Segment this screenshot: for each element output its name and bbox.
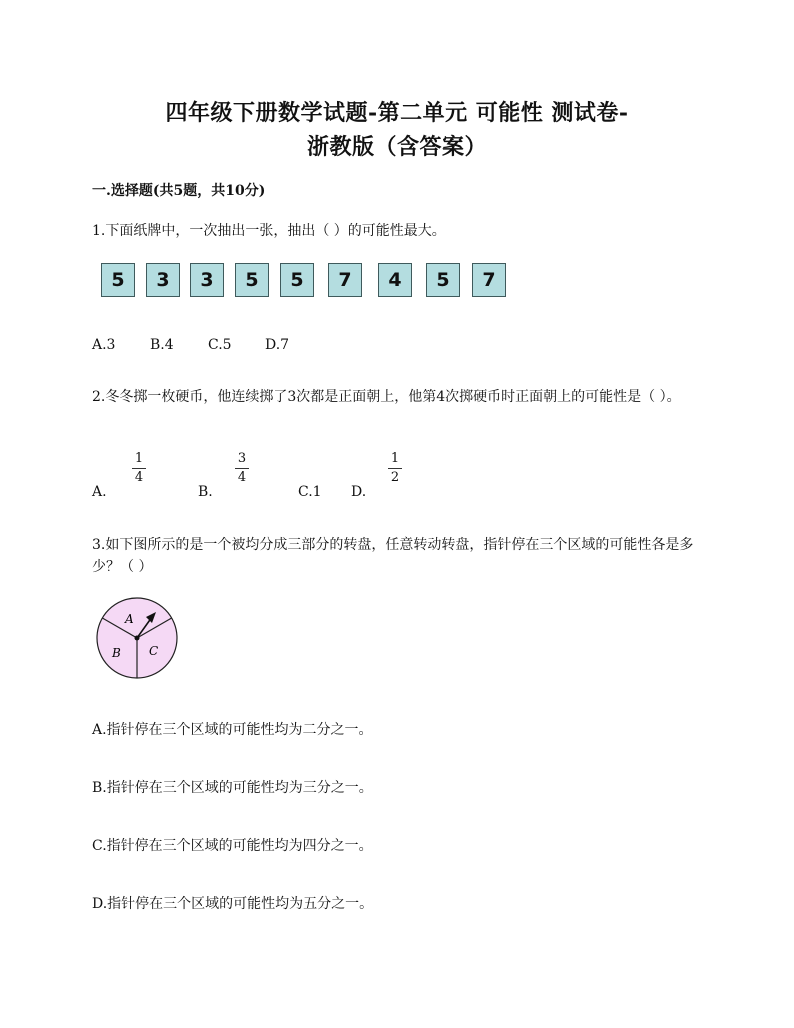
spinner-diagram (94, 595, 184, 685)
fraction-a-denominator: 4 (134, 470, 144, 485)
fraction-bar (132, 468, 146, 469)
page-title-line2: 浙教版（含答案） (306, 134, 487, 160)
fraction-b (235, 452, 249, 485)
fraction-b-numerator: 3 (237, 451, 247, 466)
card: 7 (472, 263, 506, 297)
fraction-bar (388, 468, 402, 469)
option-a: A.3 (92, 337, 116, 353)
question-3-text: 3.如下图所示的是一个被均分成三部分的转盘，任意转动转盘，指针停在三个区域的可能性各是多少？（ ） (92, 537, 694, 575)
card: 4 (378, 263, 412, 297)
page-title-line1: 四年级下册数学试题-第二单元 可能性 测试卷- (165, 100, 629, 126)
card: 3 (146, 263, 180, 297)
question-3-option-a: A.指针停在三个区域的可能性均为二分之一。 (92, 722, 373, 738)
card: 5 (101, 263, 135, 297)
question-3-option-d: D.指针停在三个区域的可能性均为五分之一。 (92, 896, 374, 912)
option-b: B.4 (150, 337, 174, 353)
fraction-bar (235, 468, 249, 469)
spinner-center (135, 636, 140, 641)
option-a-label: A. (92, 484, 107, 500)
option-d-label: D. (351, 484, 367, 500)
option-b-label: B. (198, 484, 213, 500)
region-label-b: B (112, 646, 121, 660)
fraction-d (388, 452, 402, 485)
option-c: C.5 (208, 337, 232, 353)
card: 5 (235, 263, 269, 297)
card: 7 (328, 263, 362, 297)
fraction-d-numerator: 1 (390, 451, 400, 466)
question-3-option-c: C.指针停在三个区域的可能性均为四分之一。 (92, 838, 373, 854)
option-d: D.7 (265, 337, 290, 353)
fraction-a-numerator: 1 (134, 451, 144, 466)
question-1-text: 1.下面纸牌中，一次抽出一张，抽出（ ）的可能性最大。 (92, 223, 446, 239)
fraction-a (132, 452, 146, 485)
fraction-b-denominator: 4 (237, 470, 247, 485)
card: 5 (426, 263, 460, 297)
card-row (101, 263, 521, 297)
question-2-text: 2.冬冬掷一枚硬币，他连续掷了3次都是正面朝上，他第4次掷硬币时正面朝上的可能性是（ ）。 (92, 389, 681, 405)
section-heading: 一.选择题(共5题，共10分) (92, 183, 266, 199)
question-2-options (92, 452, 492, 502)
option-c: C.1 (298, 484, 322, 500)
region-label-c: C (149, 644, 159, 658)
card: 3 (190, 263, 224, 297)
card: 5 (280, 263, 314, 297)
region-label-a: A (125, 612, 134, 626)
fraction-d-denominator: 2 (390, 470, 400, 485)
question-3-option-b: B.指针停在三个区域的可能性均为三分之一。 (92, 780, 373, 796)
